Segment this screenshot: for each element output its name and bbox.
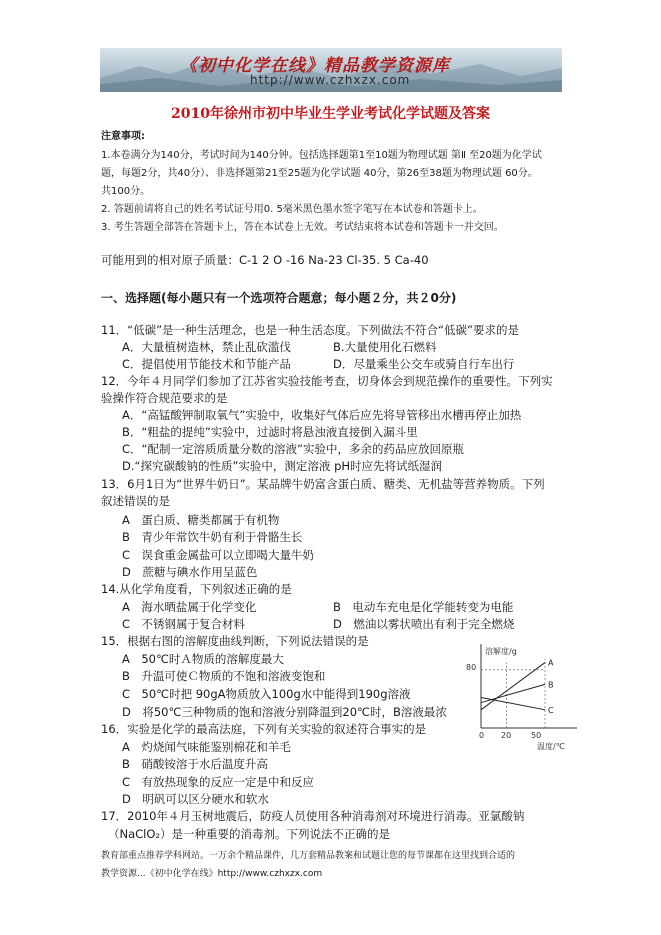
option-a: A 蛋白质、糖类都属于有机物 — [122, 513, 280, 527]
solubility-chart-svg — [463, 640, 583, 752]
option-c: C 有放热现象的反应一定是中和反应 — [122, 775, 315, 789]
option-d: D．尽量乘坐公交车或骑自行车出行 — [333, 357, 515, 371]
question-stem: （NaClO₂）是一种重要的消毒剂。下列说法不正确的是 — [108, 827, 391, 841]
option-a: A 海水晒盐属于化学变化 — [122, 600, 257, 614]
chart-series-label-b: B — [548, 680, 554, 690]
question-stem: 11．“低碳”是一种生活理念，也是一种生活态度。下列做法不符合“低碳”要求的是 — [101, 323, 519, 337]
option-c: C 误食重金属盐可以立即喝大量牛奶 — [122, 548, 315, 562]
banner-url[interactable]: http://www.czhxzx.com — [250, 73, 411, 87]
option-a: A．大量植树造林，禁止乱砍滥伐 — [122, 340, 291, 354]
option-c: C．“配制一定溶质质量分数的溶液”实验中，多余的药品应放回原瓶 — [122, 442, 464, 456]
header-banner — [100, 48, 562, 92]
question-stem: 叙述错误的是 — [101, 494, 170, 508]
note-line: 3. 考生答题全部答在答题卡上，答在本试卷上无效。考试结束将本试卷和答题卡一并交回。 — [101, 222, 504, 233]
question-stem: 验操作符合规范要求的是 — [101, 391, 228, 405]
option-b: B 青少年常饮牛奶有利于骨骼生长 — [122, 530, 303, 544]
notes-heading: 注意事项: — [101, 131, 145, 142]
question-stem: 16．实验是化学的最高法庭，下列有关实验的叙述符合事实的是 — [101, 722, 427, 736]
banner-title: 《初中化学在线》精品教学资源库 — [180, 56, 450, 76]
option-b: B 电动车充电是化学能转变为电能 — [333, 600, 514, 614]
chart-x-tick: 50 — [531, 731, 542, 740]
chart-xlabel: 温度/℃ — [537, 742, 565, 751]
page-title: 2010年徐州市初中毕业生学业考试化学试题及答案 — [171, 106, 490, 122]
question-stem: 15．根据右图的溶解度曲线判断，下列说法错误的是 — [101, 634, 369, 648]
chart-series-label-c: C — [548, 705, 554, 715]
option-d: D 燃油以雾状喷出有利于完全燃烧 — [333, 617, 515, 631]
option-c: C 50℃时把 90gA物质放入100g水中能得到190g溶液 — [122, 687, 411, 701]
footer-line[interactable]: 教学资源...《初中化学在线》http://www.czhxzx.com — [101, 869, 323, 879]
atomic-masses: 可能用到的相对原子质量：C-1 2 O -16 Na-23 Cl-35. 5 Ca-40 — [101, 253, 429, 267]
option-d: D.“探究碳酸钠的性质”实验中，测定溶液 pH时应先将试纸湿润 — [122, 459, 443, 473]
option-c: C 不锈钢属于复合材料 — [122, 617, 246, 631]
note-line: 2. 答题前请将自己的姓名考试证号用0. 5毫米黑色墨水签字笔写在本试卷和答题卡上。 — [101, 204, 483, 215]
option-b: B．“粗盐的提纯”实验中，过滤时将悬浊液直接倒入漏斗里 — [122, 425, 418, 439]
note-line: 共100分。 — [101, 186, 151, 197]
footer-line: 教育部重点推荐学科网站。一万余个精品课件，几万套精品教案和试题让您的每节课都在这里找到合适的 — [101, 851, 516, 861]
option-b: B.大量使用化石燃料 — [333, 340, 437, 354]
option-c: C．提倡使用节能技术和节能产品 — [122, 357, 292, 371]
chart-y-tick: 80 — [466, 663, 477, 672]
question-stem: 12．今年４月同学们参加了江苏省实验技能考查，切身体会到规范操作的重要性。下列实 — [101, 374, 553, 388]
note-line: 题，每题2分，共40分）、非选择题第21至25题为化学试题 40分，第26至38题为物理试题 60分。 — [101, 168, 538, 179]
option-d: D 将50℃三种物质的饱和溶液分别降温到20℃时，B溶液最浓 — [122, 705, 447, 719]
section-title: 一、选择题(每小题只有一个选项符合题意；每小题２分，共２0分) — [101, 291, 457, 305]
question-stem: 14.从化学角度看，下列叙述正确的是 — [101, 582, 292, 596]
option-a: A．“高锰酸钾制取氧气”实验中，收集好气体后应先将导管移出水槽再停止加热 — [122, 408, 522, 422]
option-a: A 50℃时Ａ物质的溶解度最大 — [122, 652, 284, 666]
chart-x-tick: 20 — [501, 731, 512, 740]
solubility-chart — [463, 640, 583, 752]
chart-series-label-a: A — [548, 658, 554, 668]
option-b: B 硝酸铵溶于水后温度升高 — [122, 757, 268, 771]
question-stem: 13．6月1日为“世界牛奶日”。某品牌牛奶富含蛋白质、糖类、无机盐等营养物质。下列 — [101, 477, 545, 491]
note-line: 1.本卷满分为140分，考试时间为140分钟。包括选择题第1至10题为物理试题 第Ⅱ 至20题为化学试 — [101, 150, 542, 161]
option-d: D 蔗糖与碘水作用呈蓝色 — [122, 565, 258, 579]
option-d: D 明矾可以区分硬水和软水 — [122, 792, 269, 806]
chart-x-tick: 0 — [479, 731, 485, 740]
option-b: B 升温可使Ｃ物质的不饱和溶液变饱和 — [122, 669, 326, 683]
chart-series-line-c — [481, 697, 545, 709]
question-stem: 17．2010年４月玉树地震后，防疫人员使用各种消毒剂对环境进行消毒。亚氯酸钠 — [101, 809, 525, 823]
chart-ylabel: 溶解度/g — [485, 647, 517, 656]
option-a: A 灼烧闻气味能鉴别棉花和羊毛 — [122, 740, 291, 754]
